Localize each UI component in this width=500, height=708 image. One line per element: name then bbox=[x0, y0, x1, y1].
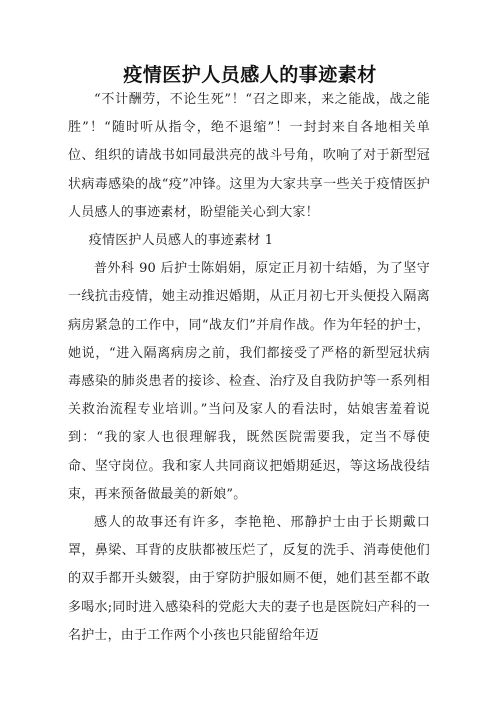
document-title: 疫情医护人员感人的事迹素材 bbox=[123, 64, 377, 86]
intro-paragraph: “不计酬劳，不论生死”！“召之即来，来之能战，战之能胜”！“随时听从指令，绝不退缩”！一封封来自各地相关单位、组织的请战书如同最洪亮的战斗号角，吹响了对于新型冠状病毒感染的战“疫”冲锋。这里为大家共享一些关于疫情医护人员感人的事迹素材，盼望能关心到大家！ bbox=[68, 92, 430, 220]
story-paragraph-1: 普外科 90 后护士陈娟娟，原定正月初十结婚，为了坚守一线抗击疫情，她主动推迟婚期，从正月初七开头便投入隔离病房紧急的工作中，同“战友们”并肩作战。作为年轻的护士，她说，“进入隔离病房之前，我们都接受了严格的新型冠状病毒感染的肺炎患者的接诊、检查、治疗及自我防护等一系列相关救治流程专业培训。”当问及家人的看法时，姑娘害羞着说到：“我的家人也很理解我，既然医院需要我，定当不辱使命、坚守岗位。我和家人共同商议把婚期延迟，等这场战役结束，再来预备做最美的新娘”。 bbox=[68, 261, 430, 502]
section-heading: 疫情医护人员感人的事迹素材 1 bbox=[88, 233, 274, 249]
story-paragraph-2: 感人的故事还有许多，李艳艳、邢静护士由于长期戴口罩，鼻梁、耳背的皮肤都被压烂了，反复的洗手、消毒使他们的双手都开头皴裂，由于穿防护服如厕不便，她们甚至都不敢多喝水;同时进入感染科的党彪大夫的妻子也是医院妇产科的一名护士，由于工作两个小孩也只能留给年迈 bbox=[68, 515, 430, 643]
document-body bbox=[68, 86, 430, 650]
